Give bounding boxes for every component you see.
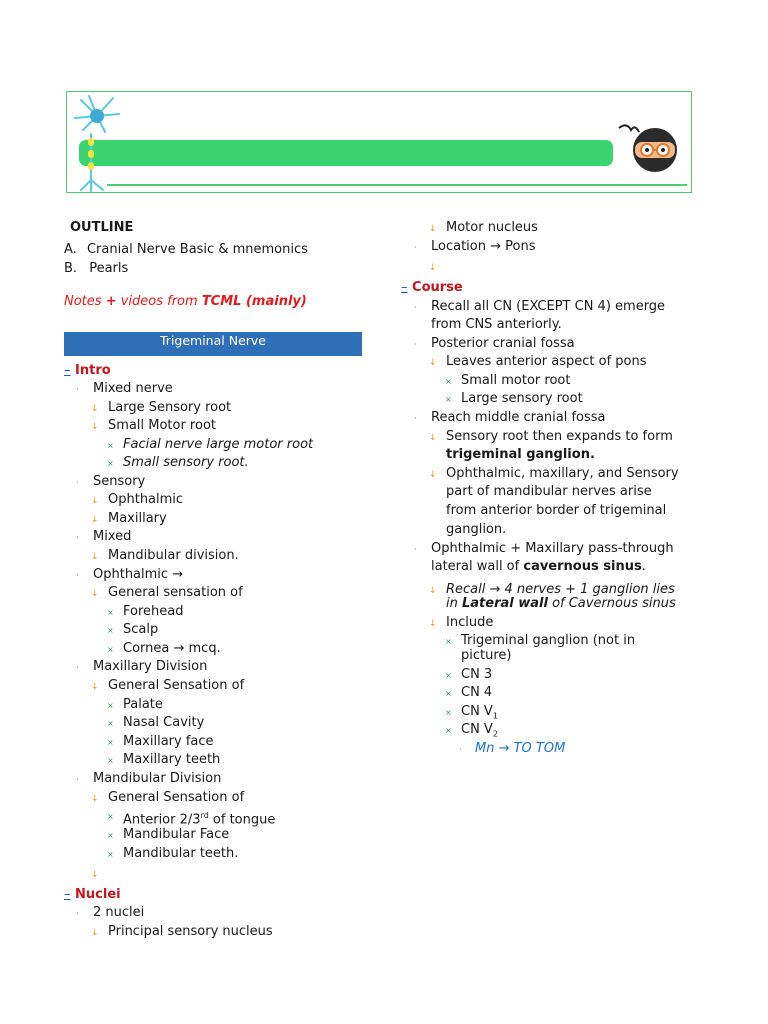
list-item — [107, 697, 163, 714]
list-item — [459, 741, 566, 758]
list-text — [123, 808, 275, 828]
list-item — [429, 615, 494, 632]
list-text: Small motor root — [461, 373, 571, 388]
list-text: Include — [446, 615, 494, 630]
list-item — [76, 659, 208, 676]
list-item — [91, 492, 184, 509]
list-text-continued: part of mandibular nerves arise — [446, 484, 652, 499]
bullet-icon: · — [76, 533, 79, 542]
neuron-icon — [71, 94, 123, 192]
list-item — [429, 466, 679, 483]
list-text: Trigeminal ganglion (not in — [461, 633, 636, 648]
list-text: Posterior cranial fossa — [431, 336, 575, 351]
list-text: Mn → TO TOM — [475, 741, 566, 756]
notes-source: TCML — [201, 294, 242, 309]
list-item — [76, 529, 132, 546]
list-item — [91, 924, 273, 941]
list-item — [414, 239, 536, 256]
list-text: Large sensory root — [461, 391, 583, 406]
list-text: Principal sensory nucleus — [108, 924, 273, 939]
list-item — [91, 678, 245, 695]
banner-title-bar — [79, 140, 613, 166]
list-item — [76, 905, 145, 922]
list-text: Small sensory root. — [123, 455, 249, 470]
section-title-bar: Trigeminal Nerve — [64, 332, 362, 356]
list-text: Cornea → mcq. — [123, 641, 221, 656]
heading-course — [401, 280, 463, 296]
list-item — [429, 220, 538, 237]
list-text-continued — [446, 596, 676, 612]
list-item — [445, 391, 583, 408]
list-text: Large Sensory root — [108, 400, 232, 415]
list-text: Maxillary Division — [93, 659, 208, 674]
bullet-icon: ↓ — [429, 224, 437, 234]
outline-item-b — [64, 261, 128, 277]
text-part-bold: Lateral wall — [461, 596, 548, 611]
bullet-icon: ↓ — [91, 515, 99, 525]
bullet-icon: · — [414, 414, 417, 423]
list-item — [429, 429, 673, 446]
list-item — [107, 622, 159, 639]
outline-text: Cranial Nerve Basic & mnemonics — [86, 242, 308, 257]
bullet-icon: × — [445, 377, 452, 386]
text-part: CN V — [461, 722, 493, 737]
list-text: CN 3 — [461, 667, 493, 682]
bullet-icon: × — [107, 608, 114, 617]
bullet-icon: × — [107, 645, 114, 654]
list-item — [414, 410, 606, 427]
text-part-bold: cavernous sinus — [523, 559, 642, 574]
list-text: Maxillary face — [123, 734, 214, 749]
ninja-mascot-icon — [615, 122, 681, 176]
bullet-icon: ↓ — [429, 358, 437, 368]
list-text: Palate — [123, 697, 163, 712]
list-item — [107, 752, 221, 769]
list-item — [445, 633, 636, 650]
list-item — [91, 511, 167, 528]
bullet-icon: × — [107, 719, 114, 728]
bullet-icon: · — [76, 909, 79, 918]
list-text: Maxillary — [108, 511, 167, 526]
list-text-part: Anterior 2/3 — [123, 812, 201, 828]
list-text: General sensation of — [108, 585, 243, 600]
list-text: Ophthalmic — [108, 492, 184, 507]
bullet-icon: × — [107, 756, 114, 765]
list-item — [414, 336, 575, 353]
bullet-icon: × — [107, 850, 114, 859]
list-text-continued: picture) — [461, 648, 512, 663]
bullet-icon: ↓ — [429, 263, 437, 273]
list-text: Mandibular division. — [108, 548, 239, 563]
text-part: of Cavernous sinus — [547, 596, 676, 611]
bullet-icon: ↓ — [429, 433, 437, 443]
list-text: CN 4 — [461, 685, 493, 700]
bullet-icon: × — [107, 738, 114, 747]
list-text-continued: from CNS anteriorly. — [431, 317, 562, 332]
list-text-part: of tongue — [208, 812, 276, 828]
list-text: Ophthalmic + Maxillary pass-through — [431, 541, 674, 556]
list-text: Recall → 4 nerves + 1 ganglion lies — [446, 582, 675, 597]
list-item — [107, 827, 230, 844]
list-text: Ophthalmic, maxillary, and Sensory — [446, 466, 679, 481]
notes-plus: + — [105, 294, 117, 309]
dash-marker: – — [401, 280, 408, 295]
superscript: rd — [200, 811, 209, 820]
bullet-icon: ↓ — [91, 552, 99, 562]
list-item — [91, 585, 243, 602]
bullet-icon: × — [107, 441, 114, 450]
bullet-icon: · — [76, 385, 79, 394]
list-item — [107, 715, 205, 732]
bullet-icon: × — [445, 689, 452, 698]
bullet-icon: · — [76, 478, 79, 487]
bullet-icon: · — [459, 745, 462, 754]
bullet-icon: × — [107, 626, 114, 635]
heading-text: Nuclei — [75, 887, 121, 902]
bullet-icon: ↓ — [429, 619, 437, 629]
list-item — [76, 567, 184, 584]
bullet-icon: · — [414, 303, 417, 312]
list-text — [461, 722, 498, 743]
list-text: 2 nuclei — [93, 905, 145, 920]
outline-text: Pearls — [89, 261, 129, 276]
list-text-continued: ganglion. — [446, 522, 507, 537]
list-text: Mandibular Division — [93, 771, 222, 786]
list-text-continued: from anterior border of trigeminal — [446, 503, 667, 518]
empty-list-item — [429, 259, 437, 276]
list-item — [91, 400, 232, 417]
dash-marker: – — [64, 363, 71, 378]
list-item — [445, 373, 571, 390]
list-item — [76, 771, 222, 788]
list-item — [429, 582, 675, 599]
list-item — [445, 704, 498, 721]
list-text: Ophthalmic → — [93, 567, 184, 582]
bullet-icon: ↓ — [91, 422, 99, 432]
bullet-icon: × — [445, 708, 452, 717]
list-text-continued: trigeminal ganglion. — [446, 447, 595, 462]
list-item — [445, 667, 493, 684]
outline-title: OUTLINE — [70, 220, 134, 235]
list-text: Mixed nerve — [93, 381, 173, 396]
bullet-icon: ↓ — [429, 586, 437, 596]
list-item — [91, 548, 239, 565]
notes-prefix: Notes — [64, 294, 102, 309]
bullet-icon: × — [107, 701, 114, 710]
bullet-icon: · — [76, 775, 79, 784]
list-text: Sensory root then expands to form — [446, 429, 673, 444]
list-text: Maxillary teeth — [123, 752, 221, 767]
list-item — [91, 418, 216, 435]
notes-middle: videos from — [116, 294, 202, 309]
list-item — [107, 846, 239, 863]
outline-marker: A. — [64, 242, 77, 257]
bullet-icon: ↓ — [91, 682, 99, 692]
list-item — [107, 437, 314, 454]
bullet-icon: · — [414, 340, 417, 349]
list-item — [429, 354, 647, 371]
outline-item-a — [64, 242, 308, 258]
list-item — [445, 722, 498, 739]
list-text: Reach middle cranial fossa — [431, 410, 606, 425]
heading-intro — [64, 363, 111, 379]
list-item — [91, 790, 245, 807]
subscript: 1 — [492, 711, 498, 721]
list-item — [107, 641, 221, 658]
list-item — [445, 685, 493, 702]
bullet-icon: ↓ — [91, 496, 99, 506]
list-text: Mixed — [93, 529, 132, 544]
heading-text: Intro — [75, 363, 111, 378]
header-banner — [66, 91, 692, 193]
text-part: . — [641, 559, 646, 574]
list-text: Forehead — [123, 604, 184, 619]
bullet-icon: · — [76, 663, 79, 672]
notes-suffix: (mainly) — [241, 294, 307, 309]
list-text: Facial nerve large motor root — [123, 437, 314, 452]
bullet-icon: × — [445, 726, 452, 735]
list-text: Nasal Cavity — [123, 715, 205, 730]
list-text: Recall all CN (EXCEPT CN 4) emerge — [431, 299, 666, 314]
bullet-icon: × — [445, 395, 452, 404]
bullet-icon: ↓ — [91, 589, 99, 599]
list-item — [107, 604, 184, 621]
bullet-icon: ↓ — [91, 404, 99, 414]
list-text: Mandibular Face — [123, 827, 230, 842]
bullet-icon: ↓ — [91, 794, 99, 804]
bullet-icon: ↓ — [429, 470, 437, 480]
bullet-icon: · — [414, 243, 417, 252]
notes-line — [64, 294, 307, 310]
bullet-icon: × — [107, 831, 114, 840]
list-item — [76, 474, 146, 491]
list-item — [107, 734, 214, 751]
dash-marker: – — [64, 887, 71, 902]
bullet-icon: × — [107, 812, 114, 821]
heading-nuclei — [64, 887, 121, 903]
list-text: Location → Pons — [431, 239, 536, 254]
heading-text: Course — [412, 280, 463, 295]
subscript: 2 — [492, 729, 498, 739]
list-item — [76, 381, 173, 398]
list-item — [414, 299, 666, 316]
list-text: Sensory — [93, 474, 146, 489]
empty-list-item — [91, 866, 99, 883]
list-text: Scalp — [123, 622, 159, 637]
banner-underline — [107, 184, 687, 186]
list-text: Mandibular teeth. — [123, 846, 239, 861]
bullet-icon: · — [414, 545, 417, 554]
list-text: General Sensation of — [108, 790, 245, 805]
text-part: lateral wall of — [431, 559, 524, 574]
list-text: Motor nucleus — [446, 220, 538, 235]
list-text: Leaves anterior aspect of pons — [446, 354, 647, 369]
list-item — [107, 455, 249, 472]
text-part: in — [446, 596, 462, 611]
list-text-continued — [431, 559, 646, 575]
list-text: Small Motor root — [108, 418, 216, 433]
text-part: CN V — [461, 704, 493, 719]
list-item — [414, 541, 674, 558]
bullet-icon: × — [107, 459, 114, 468]
bullet-icon: ↓ — [91, 928, 99, 938]
bullet-icon: × — [445, 671, 452, 680]
list-item — [107, 808, 276, 828]
bullet-icon: × — [445, 637, 452, 646]
bullet-icon: ↓ — [91, 870, 99, 880]
bullet-icon: · — [76, 571, 79, 580]
list-text: General Sensation of — [108, 678, 245, 693]
outline-marker: B. — [64, 261, 78, 276]
